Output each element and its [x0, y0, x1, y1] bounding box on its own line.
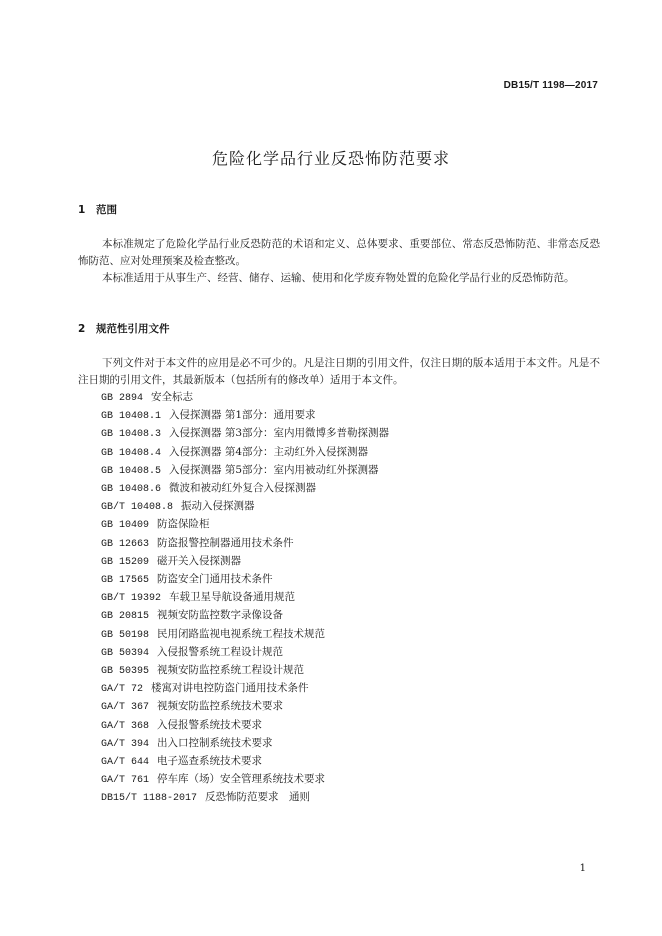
reference-name: 入侵报警系统工程设计规范	[157, 645, 284, 658]
reference-item	[101, 425, 389, 443]
reference-name: 入侵探测器 第3部分：室内用微博多普勒探测器	[169, 427, 390, 440]
section-2-number: 2	[78, 323, 86, 335]
reference-code: GB 50395	[101, 666, 150, 678]
reference-item	[101, 626, 389, 644]
reference-item	[101, 444, 389, 462]
reference-name: 车载卫星导航设备通用规范	[169, 591, 296, 604]
reference-name: 防盗保险柜	[157, 518, 210, 531]
reference-item	[101, 607, 389, 625]
reference-name: 微波和被动红外复合入侵探测器	[169, 482, 317, 495]
reference-item	[101, 571, 389, 589]
reference-item	[101, 535, 389, 553]
reference-name: 入侵探测器 第4部分：主动红外入侵探测器	[169, 445, 369, 458]
reference-code: GB/T 19392	[101, 593, 162, 605]
reference-name: 视频安防监控系统工程设计规范	[157, 664, 305, 677]
reference-list	[101, 389, 389, 808]
reference-code: GA/T 72	[101, 684, 144, 696]
reference-code: GA/T 394	[101, 738, 150, 750]
reference-name: 反恐怖防范要求 通则	[205, 791, 311, 804]
reference-name: 防盗安全门通用技术条件	[157, 573, 273, 586]
reference-item	[101, 644, 389, 662]
reference-code: GB 10408.1	[101, 411, 162, 423]
section-2-title: 规范性引用文件	[96, 323, 170, 335]
reference-code: GB/T 10408.8	[101, 502, 174, 514]
reference-item	[101, 589, 389, 607]
reference-name: 入侵报警系统技术要求	[157, 718, 263, 731]
reference-item	[101, 662, 389, 680]
section-1-heading	[78, 202, 117, 217]
reference-item	[101, 753, 389, 771]
reference-item	[101, 389, 389, 407]
reference-code: GA/T 644	[101, 757, 150, 769]
reference-code: GB 10409	[101, 520, 150, 532]
reference-item	[101, 789, 389, 807]
reference-code: GB 10408.4	[101, 447, 162, 459]
reference-item	[101, 553, 389, 571]
reference-item	[101, 735, 389, 753]
section-1-number: 1	[78, 204, 86, 216]
reference-item	[101, 698, 389, 716]
reference-code: GB 50198	[101, 629, 150, 641]
page-number: 1	[579, 863, 586, 874]
reference-code: GA/T 368	[101, 720, 150, 732]
reference-item	[101, 462, 389, 480]
reference-item	[101, 717, 389, 735]
reference-name: 入侵探测器 第5部分：室内用被动红外探测器	[169, 463, 379, 476]
reference-code: GA/T 761	[101, 775, 150, 787]
reference-item	[101, 771, 389, 789]
reference-code: GB 50394	[101, 647, 150, 659]
document-title: 危险化学品行业反恐怖防范要求	[211, 149, 450, 168]
reference-code: GB 10408.5	[101, 465, 162, 477]
reference-item	[101, 680, 389, 698]
reference-code: GB 10408.3	[101, 429, 162, 441]
reference-name: 停车库（场）安全管理系统技术要求	[157, 773, 326, 786]
reference-item	[101, 516, 389, 534]
reference-code: GB 2894	[101, 393, 144, 404]
scope-paragraph-1: 本标准规定了危险化学品行业反恐防范的术语和定义、总体要求、重要部位、常态反恐怖防范、非常态反恐怖防范、应对处理预案及检查整改。	[78, 238, 600, 267]
reference-name: 电子巡查系统技术要求	[157, 755, 263, 768]
reference-name: 民用闭路监视电视系统工程技术规范	[157, 627, 326, 640]
reference-code: GA/T 367	[101, 702, 150, 714]
reference-name: 楼寓对讲电控防盗门通用技术条件	[151, 682, 309, 695]
reference-name: 防盗报警控制器通用技术条件	[157, 536, 294, 549]
reference-name: 磁开关入侵探测器	[157, 554, 242, 567]
reference-name: 入侵探测器 第1部分：通用要求	[169, 409, 316, 422]
reference-item	[101, 407, 389, 425]
reference-name: 视频安防监控系统技术要求	[157, 700, 284, 713]
document-code: DB15/T 1198—2017	[503, 80, 598, 91]
reference-name: 出入口控制系统技术要求	[157, 736, 273, 749]
section-2-heading	[78, 321, 170, 336]
normative-references-intro: 下列文件对于本文件的应用是必不可少的。凡是注日期的引用文件，仅注日期的版本适用于本文件。凡是不注日期的引用文件，其最新版本（包括所有的修改单）适用于本文件。	[78, 357, 600, 386]
reference-name: 振动入侵探测器	[181, 500, 255, 513]
reference-item	[101, 498, 389, 516]
reference-code: GB 12663	[101, 538, 150, 550]
reference-code: GB 15209	[101, 556, 150, 568]
reference-code: GB 20815	[101, 611, 150, 623]
reference-item	[101, 480, 389, 498]
reference-name: 安全标志	[151, 391, 194, 403]
section-1-title: 范围	[96, 204, 117, 216]
reference-code: DB15/T 1188-2017	[101, 793, 198, 805]
reference-name: 视频安防监控数字录像设备	[157, 609, 284, 622]
scope-paragraph-2: 本标准适用于从事生产、经营、储存、运输、使用和化学废弃物处置的危险化学品行业的反恐怖防范。	[102, 272, 575, 284]
reference-code: GB 10408.6	[101, 484, 162, 496]
reference-code: GB 17565	[101, 575, 150, 587]
